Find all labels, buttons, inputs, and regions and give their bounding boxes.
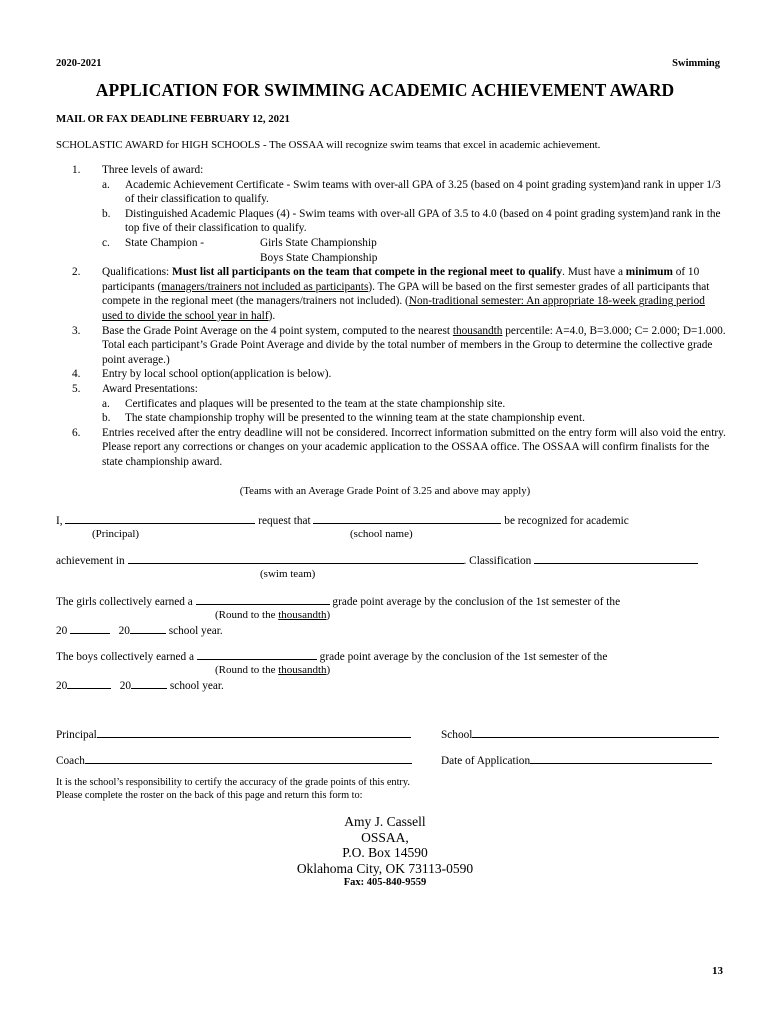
girls-year-end-field[interactable] bbox=[130, 622, 166, 634]
classification-field[interactable] bbox=[534, 552, 698, 564]
list-item: 5. Award Presentations: a. Certificates and plaques will be presented to the team at the state championship site. b. The state championship trophy will be presented to the winning team at the state championship event. bbox=[72, 382, 585, 425]
award-plaques: Distinguished Academic Plaques (4) - Swim teams with over-all GPA of 3.5 to 4.0 (based on 4 point grading system)and rank in the top five of their classification to qualify. bbox=[125, 207, 721, 235]
boys-year-end-field[interactable] bbox=[131, 677, 167, 689]
principal-name-field[interactable] bbox=[65, 512, 255, 524]
swim-team-caption: (swim team) bbox=[260, 568, 316, 580]
list-item: 6. Entries received after the entry deadline will not be considered. Incorrect information submitted on the entry form will also void the entry. Please report any corrections or changes on your academic application to the OSSAA office. The OSSAA will confirm finalists for the state championship award. bbox=[72, 426, 726, 468]
school-name-field[interactable] bbox=[313, 512, 501, 524]
eligibility-note: (Teams with an Average Grade Point of 3.25 and above may apply) bbox=[239, 485, 531, 497]
requirements-list bbox=[56, 163, 726, 469]
deadline: MAIL OR FAX DEADLINE FEBRUARY 12, 2021 bbox=[56, 113, 290, 125]
return-instructions: Please complete the roster on the back of this page and return this form to: bbox=[56, 790, 363, 801]
girls-gpa-field[interactable] bbox=[196, 593, 330, 605]
page-title: APPLICATION FOR SWIMMING ACADEMIC ACHIEVEMENT AWARD bbox=[95, 80, 675, 100]
mailing-address: Amy J. Cassell OSSAA, P.O. Box 14590 Oklahoma City, OK 73113-0590 Fax: 405-840-9559 bbox=[0, 814, 770, 890]
list-item: 4. Entry by local school option(application is below). bbox=[72, 368, 332, 381]
intro: SCHOLASTIC AWARD for HIGH SCHOOLS - The OSSAA will recognize swim teams that excel in academic achievement. bbox=[56, 139, 601, 151]
header-sport: Swimming bbox=[672, 58, 720, 69]
school-signature-field[interactable] bbox=[472, 726, 719, 738]
award-certificate: Academic Achievement Certificate - Swim teams with over-all GPA of 3.25 (based on 4 point grading system)and rank in upper 1/3 of their classification to qualify. bbox=[125, 178, 721, 206]
girls-year-start-field[interactable] bbox=[70, 622, 110, 634]
list-item: 2. Qualifications: Must list all participants on the team that compete in the regional meet to qualify. Must have a minimum of 10 participants (managers/trainers not included as participants). The GPA will be based on the first semester grades of all participants that compete in the regional meet (the managers/trainers not included). (Non-traditional semester: An appropriate 18-week grading period used to divide the school year in half). bbox=[72, 266, 710, 322]
boys-gpa-field[interactable] bbox=[197, 648, 317, 660]
boys-year-start-field[interactable] bbox=[67, 677, 111, 689]
principal-signature-field[interactable] bbox=[97, 726, 411, 738]
award-state-champion: State Champion - bbox=[125, 236, 205, 249]
school-caption: (school name) bbox=[350, 528, 413, 540]
swim-team-field[interactable] bbox=[128, 552, 464, 564]
principal-caption: (Principal) bbox=[92, 528, 140, 540]
list-item: 1. Three levels of award: a. Academic Achievement Certificate - Swim teams with over-all GPA of 3.25 (based on 4 point grading system)and rank in upper 1/3 of their classification to qualify. b. Distinguished Academic Plaques (4) - Swim teams with over-all GPA of 3.5 to 4.0 (based on 4 point grading system)and rank in the top five of their classification to qualify. c. State Champion - Girls State Championship Boys State Championship bbox=[72, 164, 721, 264]
responsibility-text: It is the school’s responsibility to certify the accuracy of the grade points of this entry. bbox=[56, 777, 410, 788]
list-item: 3. Base the Grade Point Average on the 4 point system, computed to the nearest thousandth percentile: A=4.0, B=3.000; C= 2.000; D=1.000. Total each participant’s Grade Point Average and divide by the total number of members in the Group to determine the collective grade point average.) bbox=[72, 324, 726, 366]
page-number: 13 bbox=[712, 965, 723, 977]
coach-signature-field[interactable] bbox=[85, 752, 412, 764]
fax-number: Fax: 405-840-9559 bbox=[343, 877, 427, 888]
application-date-field[interactable] bbox=[530, 752, 712, 764]
header-year: 2020-2021 bbox=[56, 58, 102, 69]
